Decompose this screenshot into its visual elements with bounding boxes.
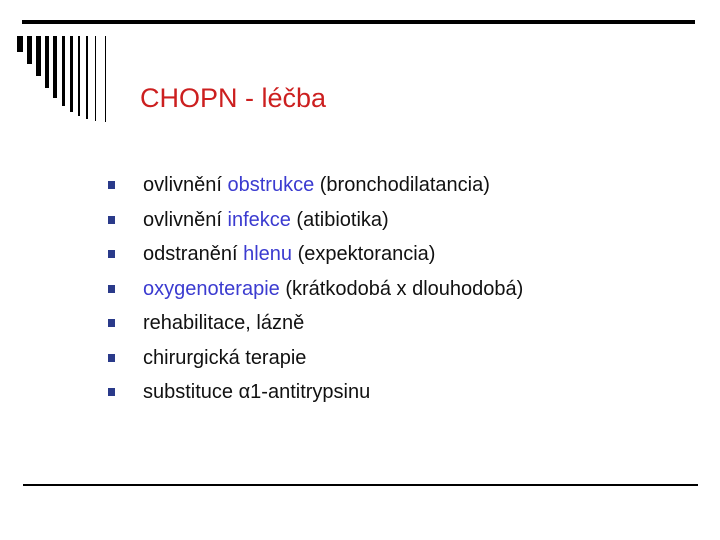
bullet-list bbox=[108, 168, 523, 410]
square-bullet-icon bbox=[108, 319, 115, 327]
top-divider bbox=[22, 20, 695, 24]
deco-bar bbox=[105, 36, 106, 122]
bottom-divider bbox=[23, 484, 698, 486]
decorative-bars bbox=[17, 36, 127, 122]
bullet-text: chirurgická terapie bbox=[143, 346, 307, 369]
bullet-text: (krátkodobá x dlouhodobá) bbox=[279, 277, 524, 300]
bullet-text: odstranění bbox=[143, 243, 244, 265]
bullet-item bbox=[108, 168, 523, 203]
square-bullet-icon bbox=[108, 388, 115, 396]
bullet-text: (atibiotika) bbox=[290, 208, 389, 231]
deco-bar bbox=[17, 36, 23, 52]
deco-bar bbox=[70, 36, 73, 112]
bullet-highlight: obstrukce bbox=[227, 174, 315, 196]
deco-bar bbox=[45, 36, 49, 88]
deco-bar bbox=[62, 36, 65, 106]
bullet-highlight: infekce bbox=[227, 208, 291, 231]
deco-bar bbox=[78, 36, 80, 116]
square-bullet-icon bbox=[108, 181, 115, 189]
bullet-item bbox=[108, 203, 523, 238]
deco-bar bbox=[53, 36, 57, 98]
bullet-item bbox=[108, 272, 523, 307]
bullet-text: ovlivnění bbox=[143, 208, 228, 231]
bullet-text: rehabilitace, lázně bbox=[143, 312, 305, 334]
bullet-text: substituce α1-antitrypsinu bbox=[143, 381, 371, 403]
deco-bar bbox=[86, 36, 88, 119]
bullet-text: (expektorancia) bbox=[292, 243, 436, 265]
bullet-item bbox=[108, 306, 523, 341]
bullet-item bbox=[108, 341, 523, 376]
square-bullet-icon bbox=[108, 354, 115, 362]
deco-bar bbox=[36, 36, 41, 76]
slide-title: CHOPN - léčba bbox=[140, 83, 327, 113]
deco-bar bbox=[27, 36, 32, 64]
bullet-highlight: hlenu bbox=[243, 243, 293, 265]
bullet-text: ovlivnění bbox=[143, 174, 228, 196]
bullet-highlight: oxygenoterapie bbox=[143, 277, 280, 300]
bullet-item bbox=[108, 237, 523, 272]
square-bullet-icon bbox=[108, 216, 115, 224]
square-bullet-icon bbox=[108, 285, 115, 293]
square-bullet-icon bbox=[108, 250, 115, 258]
bullet-item bbox=[108, 375, 523, 410]
bullet-text: (bronchodilatancia) bbox=[314, 174, 490, 196]
deco-bar bbox=[95, 36, 96, 121]
